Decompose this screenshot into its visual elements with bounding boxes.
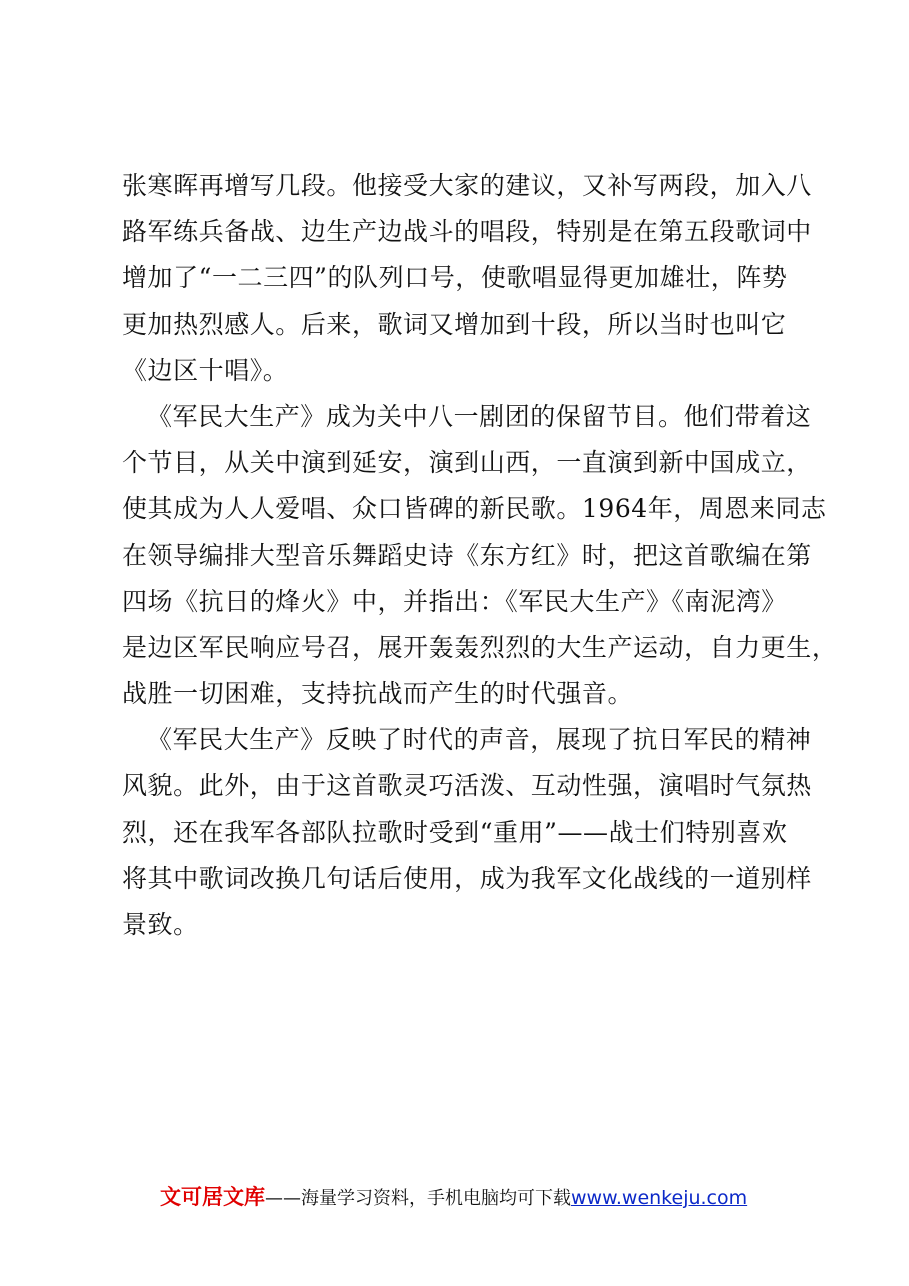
footer-brand: 文可居文库 xyxy=(160,1185,265,1209)
footer-banner xyxy=(160,1182,800,1212)
text-line: 路军练兵备战、边生产边战斗的唱段，特别是在第五段歌词中 xyxy=(122,217,812,247)
text-line: 《边区十唱》。 xyxy=(122,355,289,385)
text-line: 景致。 xyxy=(122,910,199,939)
text-line: 增加了“一二三四”的队列口号，使歌唱显得更加雄壮，阵势 xyxy=(122,263,788,293)
text-line: 使其成为人人爱唱、众口皆碑的新民歌。1964年，周恩来同志 xyxy=(122,494,827,524)
footer-tagline: 海量学习资料，手机电脑均可下载 xyxy=(301,1188,571,1209)
text-line: 张寒晖再增写几段。他接受大家的建议，又补写两段，加入八 xyxy=(122,171,812,200)
paragraph-start-line: 《军民大生产》反映了时代的声音，展现了抗日军民的精神 xyxy=(147,725,812,755)
text-line: 个节目，从关中演到延安，演到山西，一直演到新中国成立， xyxy=(122,448,812,478)
text-line: 在领导编排大型音乐舞蹈史诗《东方红》时，把这首歌编在第 xyxy=(122,540,812,570)
text-line: 将其中歌词改换几句话后使用，成为我军文化战线的一道别样 xyxy=(122,863,812,893)
text-line: 战胜一切困难，支持抗战而产生的时代强音。 xyxy=(122,679,634,709)
text-line: 四场《抗日的烽火》中，并指出：《军民大生产》《南泥湾》 xyxy=(122,586,787,616)
text-line: 更加热烈感人。后来，歌词又增加到十段，所以当时也叫它 xyxy=(122,309,787,339)
footer-dash: —— xyxy=(265,1188,301,1209)
text-line: 是边区军民响应号召，展开轰轰烈烈的大生产运动，自力更生， xyxy=(122,632,838,662)
footer-website-link[interactable]: www.wenkeju.com xyxy=(571,1187,748,1209)
text-line: 风貌。此外，由于这首歌灵巧活泼、互动性强，演唱时气氛热 xyxy=(122,771,812,801)
paragraph-start-line: 《军民大生产》成为关中八一剧团的保留节目。他们带着这 xyxy=(147,401,812,431)
document-body xyxy=(122,163,838,948)
text-line: 烈，还在我军各部队拉歌时受到“重用”——战士们特别喜欢 xyxy=(122,817,788,847)
